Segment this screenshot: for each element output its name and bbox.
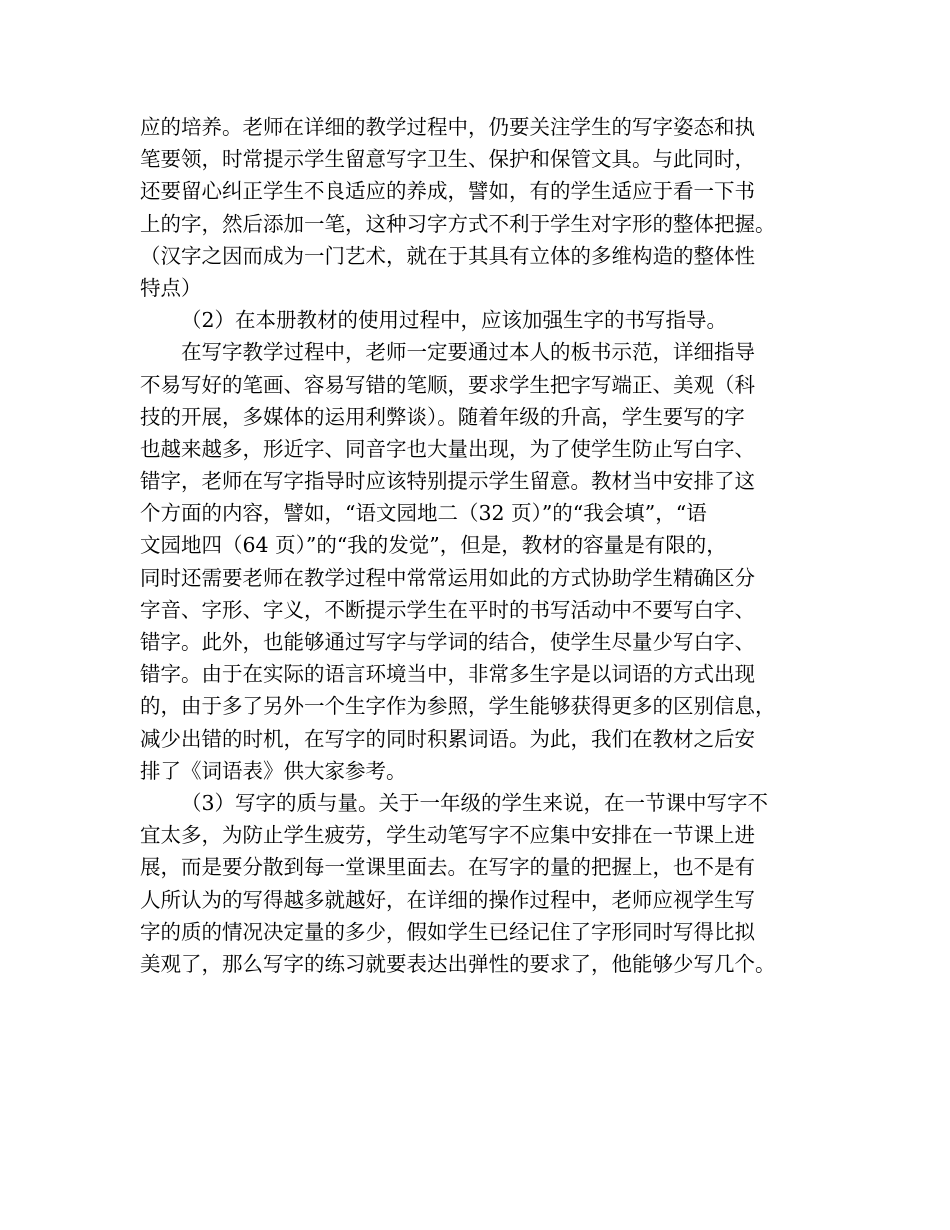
text-line: 在写字教学过程中，老师一定要通过本人的板书示范，详细指导 [181,340,755,365]
text-line: 错字，老师在写字指导时应该特别提示学生留意。教材当中安排了这 [140,469,755,494]
text-line: 美观了，那么写字的练习就要表达出弹性的要求了，他能够少写几个。 [140,951,776,976]
text-line: 减少出错的时机，在写字的同时积累词语。为此，我们在教材之后安 [140,726,755,751]
text-line: 不易写好的笔画、容易写错的笔顺，要求学生把字写端正、美观（科 [140,372,755,397]
text-line: 宜太多，为防止学生疲劳，学生动笔写字不应集中安排在一节课上进 [140,823,755,848]
text-line: 个方面的内容，譬如，“语文园地二（32 页）”的“我会填”，“语 [140,501,707,526]
text-line: 人所认为的写得越多就越好，在详细的操作过程中，老师应视学生写 [140,887,755,912]
text-line: 的，由于多了另外一个生字作为参照，学生能够获得更多的区别信息， [140,694,776,719]
text-line: 同时还需要老师在教学过程中常常运用如此的方式协助学生精确区分 [140,565,755,590]
text-line: 也越来越多，形近字、同音字也大量出现，为了使学生防止写白字、 [140,436,755,461]
text-line: 错字。由于在实际的语言环境当中，非常多生字是以词语的方式出现 [140,662,755,687]
text-line: 还要留心纠正学生不良适应的养成，譬如，有的学生适应于看一下书 [140,179,755,204]
text-line: （汉字之因而成为一门艺术，就在于其具有立体的多维构造的整体性 [140,243,755,268]
text-line: 字音、字形、字义，不断提示学生在平时的书写活动中不要写白字、 [140,597,755,622]
text-line: 应的培养。老师在详细的教学过程中，仍要关注学生的写字姿态和执 [140,115,755,139]
text-line: 文园地四（64 页）”的“我的发觉”，但是，教材的容量是有限的， [140,533,727,558]
text-line: 展，而是要分散到每一堂课里面去。在写字的量的把握上，也不是有 [140,855,755,880]
text-line: 排了《词语表》供大家参考。 [140,758,407,783]
text-line: 特点） [140,275,202,300]
text-line: 技的开展，多媒体的运用利弊谈）。随着年级的升高，学生要写的字 [140,404,745,429]
text-line: 上的字，然后添加一笔，这种习字方式不利于学生对字形的整体把握。 [140,211,776,236]
body-text [140,111,820,980]
text-line: （2）在本册教材的使用过程中，应该加强生字的书写指导。 [181,308,728,333]
text-line: 笔要领，时常提示学生留意写字卫生、保护和保管文具。与此同时， [140,147,755,172]
text-line: （3）写字的质与量。关于一年级的学生来说，在一节课中写字不 [181,790,769,815]
text-line: 错字。此外，也能够通过写字与学词的结合，使学生尽量少写白字、 [140,630,755,654]
text-line: 字的质的情况决定量的多少，假如学生已经记住了字形同时写得比拟 [140,919,755,944]
